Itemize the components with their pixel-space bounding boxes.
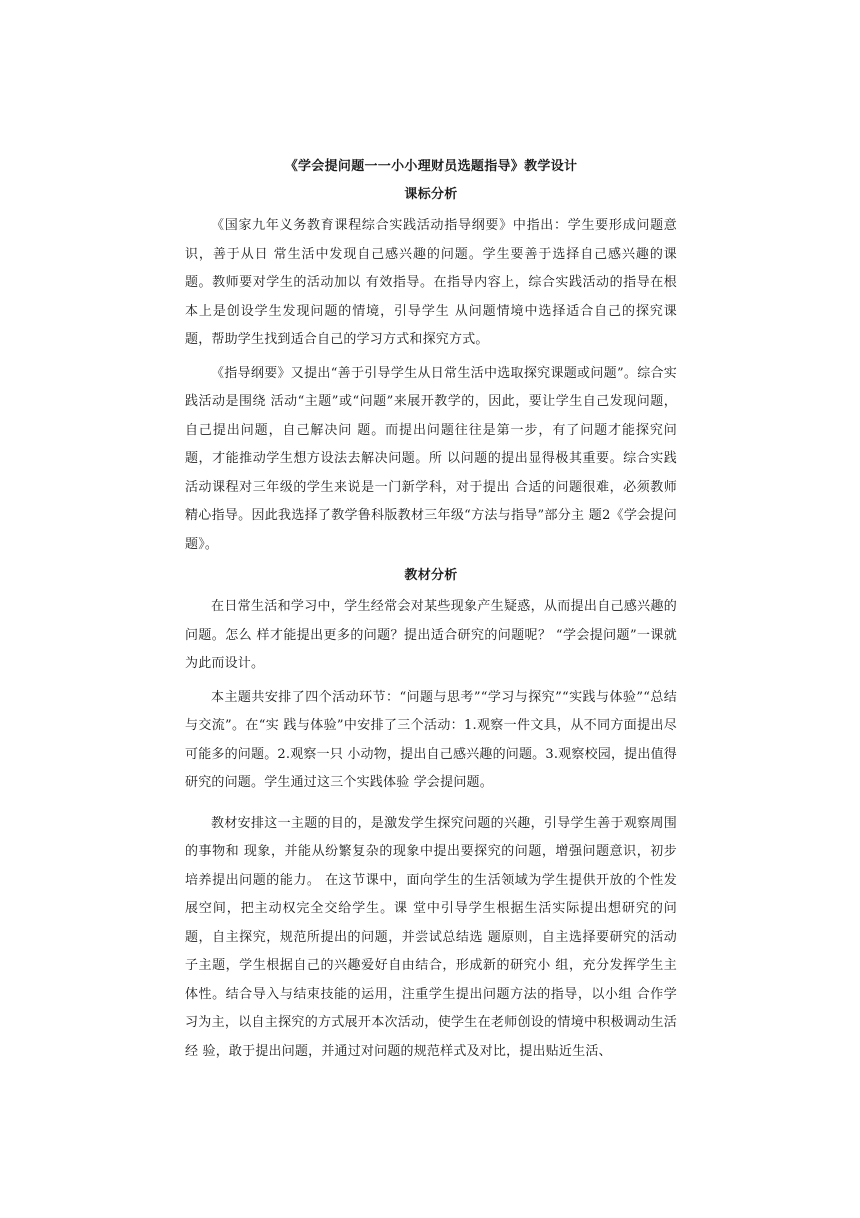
paragraph: 《指导纲要》又提出“善于引导学生从日常生活中选取探究课题或问题”。综合实践活动是围绕 活动“主题”或“问题”来展开教学的，因此，要让学生自己发现问题，自己提出问题，自己解决问 题。而提出问题往往是第一步，有了问题才能探究问题，才能推动学生想方设法去解决问题。所 以问题的提出显得极其重要。综合实践活动课程对三年级的学生来说是一门新学科，对于提出 合适的问题很难，必须教师精心指导。因此我选择了教学鲁科版教材三年级“方法与指导”部分主 题2《学会提问题》。	[185, 365, 677, 552]
paragraph: 教材安排这一主题的目的，是激发学生探究问题的兴趣，引导学生善于观察周围的事物和 现象，并能从纷繁复杂的现象中提出要探究的问题，增强问题意识，初步培养提出问题的能力。 在这节课中，面向学生的生活领域为学生提供开放的个性发展空间，把主动权完全交给学生。课 堂中引导学生根据生活实际提出想研究的问题，自主探究，规范所提出的问题，并尝试总结选 题原则，自主选择要研究的活动子主题，学生根据自己的兴趣爱好自由结合，形成新的研究小 组，充分发挥学生主体性。结合导入与结束技能的运用，注重学生提出问题方法的指导，以小组 合作学习为主，以自主探究的方式展开本次活动，使学生在老师创设的情境中积极调动生活经 验，敢于提出问题，并通过对问题的规范样式及对比，提出贴近生活、	[185, 815, 677, 1059]
paragraph: 《国家九年义务教育课程综合实践活动指导纲要》中指出：学生要形成问题意识，善于从日 常生活中发现自己感兴趣的问题。学生要善于选择自己感兴趣的课题。教师要对学生的活动加以 有效指导。在指导内容上，综合实践活动的指导在根本上是创设学生发现问题的情境，引导学生 从问题情境中选择适合自己的探究课题，帮助学生找到适合自己的学习方式和探究方式。	[185, 218, 677, 347]
document-page	[185, 155, 677, 1071]
paragraph: 在日常生活和学习中，学生经常会对某些现象产生疑惑，从而提出自己感兴趣的问题。怎么 样才能提出更多的问题？提出适合研究的问题呢？ “学会提问题”一课就为此而设计。	[185, 599, 677, 671]
section-heading-textbook-analysis: 教材分析	[404, 568, 458, 583]
section-heading-curriculum-analysis: 课标分析	[404, 187, 458, 202]
paragraph: 本主题共安排了四个活动环节：“问题与思考”“学习与探究”“实践与体验”“总结与交流”。在“实 践与体验”中安排了三个活动：1.观察一件文具，从不同方面提出尽可能多的问题。2.观察一只 小动物，提出自己感兴趣的问题。3.观察校园，提出值得研究的问题。学生通过这三个实践体验 学会提问题。	[185, 689, 677, 790]
document-title: 《学会提问题一一小小理财员选题指导》教学设计	[284, 159, 578, 174]
